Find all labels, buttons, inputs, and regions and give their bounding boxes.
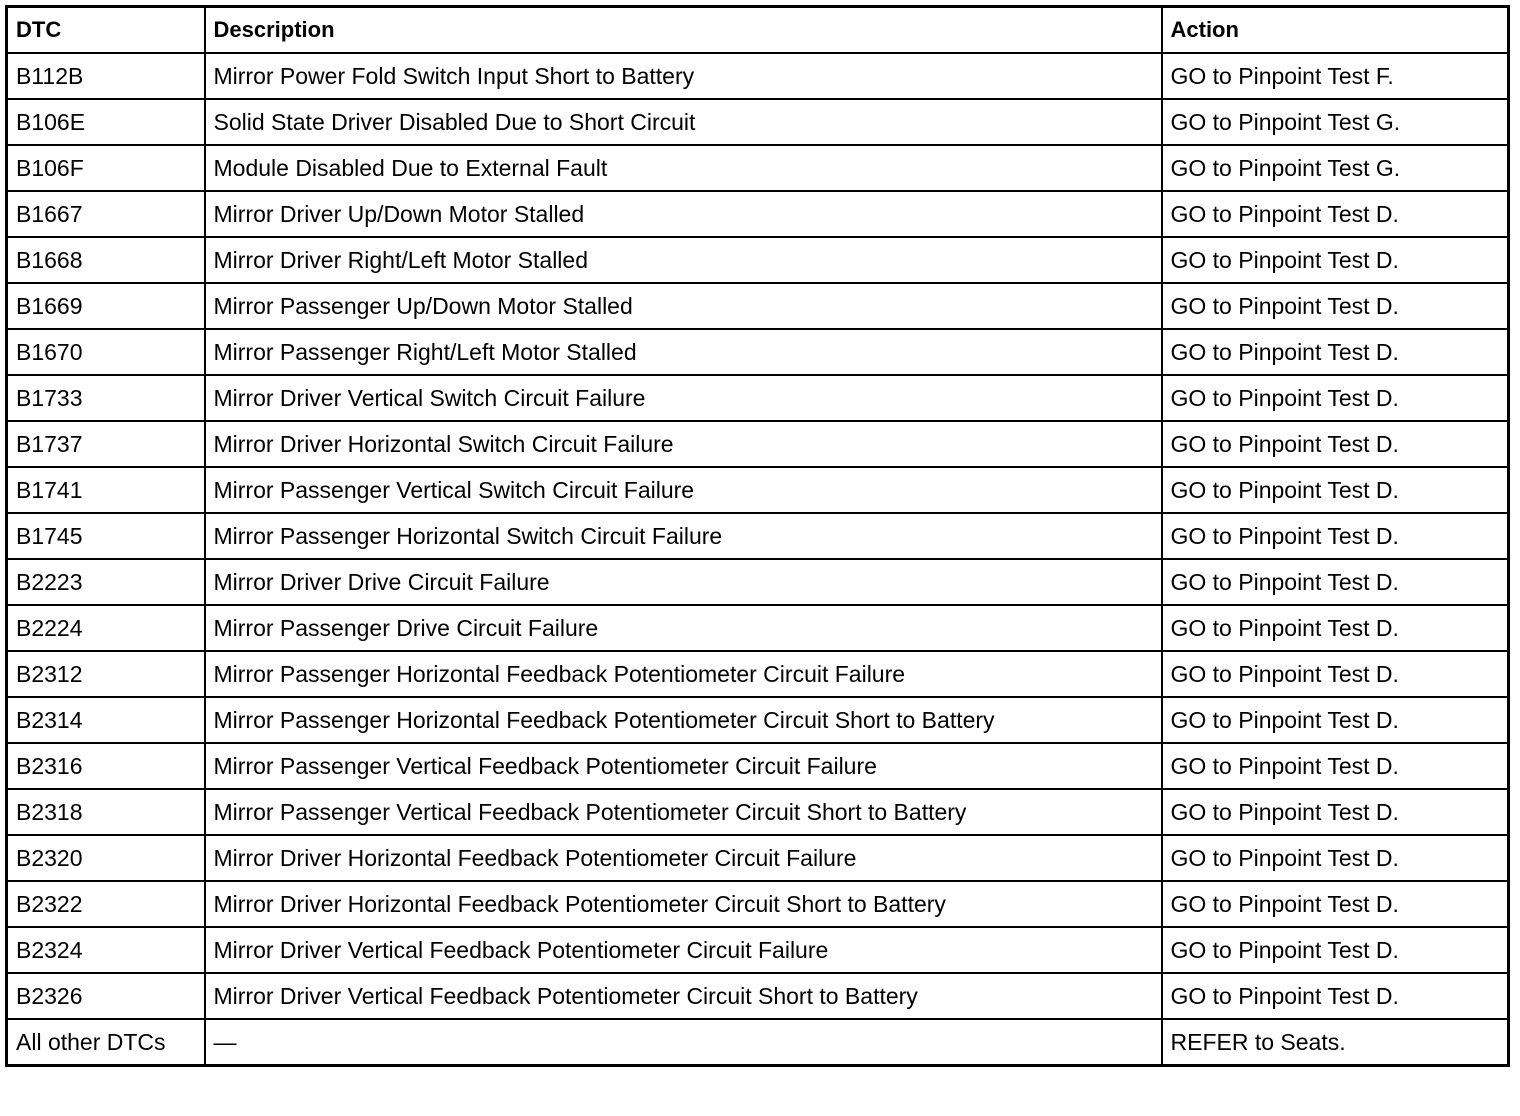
action-cell: GO to Pinpoint Test G.	[1162, 99, 1509, 145]
action-cell: GO to Pinpoint Test D.	[1162, 789, 1509, 835]
dtc-cell: B2320	[7, 835, 205, 881]
description-cell: Mirror Passenger Up/Down Motor Stalled	[205, 283, 1162, 329]
description-cell: Mirror Driver Vertical Switch Circuit Failure	[205, 375, 1162, 421]
action-cell: GO to Pinpoint Test D.	[1162, 329, 1509, 375]
action-cell: GO to Pinpoint Test D.	[1162, 973, 1509, 1019]
dtc-cell: B1667	[7, 191, 205, 237]
description-cell: —	[205, 1019, 1162, 1066]
header-dtc: DTC	[7, 7, 205, 54]
description-cell: Mirror Driver Horizontal Feedback Potentiometer Circuit Failure	[205, 835, 1162, 881]
action-cell: GO to Pinpoint Test D.	[1162, 421, 1509, 467]
action-cell: GO to Pinpoint Test D.	[1162, 697, 1509, 743]
action-cell: GO to Pinpoint Test D.	[1162, 559, 1509, 605]
action-cell: GO to Pinpoint Test D.	[1162, 467, 1509, 513]
table-row	[7, 283, 1509, 329]
dtc-cell: B2316	[7, 743, 205, 789]
table-row	[7, 1019, 1509, 1066]
table-row	[7, 973, 1509, 1019]
action-cell: GO to Pinpoint Test D.	[1162, 605, 1509, 651]
description-cell: Mirror Driver Right/Left Motor Stalled	[205, 237, 1162, 283]
action-cell: GO to Pinpoint Test D.	[1162, 191, 1509, 237]
description-cell: Mirror Passenger Vertical Switch Circuit Failure	[205, 467, 1162, 513]
description-cell: Module Disabled Due to External Fault	[205, 145, 1162, 191]
dtc-cell: B1670	[7, 329, 205, 375]
action-cell: GO to Pinpoint Test D.	[1162, 881, 1509, 927]
table-row	[7, 605, 1509, 651]
dtc-cell: B1733	[7, 375, 205, 421]
description-cell: Mirror Driver Vertical Feedback Potentiometer Circuit Failure	[205, 927, 1162, 973]
table-row	[7, 559, 1509, 605]
table-row	[7, 99, 1509, 145]
description-cell: Mirror Passenger Horizontal Feedback Potentiometer Circuit Failure	[205, 651, 1162, 697]
description-cell: Mirror Passenger Horizontal Feedback Potentiometer Circuit Short to Battery	[205, 697, 1162, 743]
dtc-cell: B2223	[7, 559, 205, 605]
dtc-cell: B2326	[7, 973, 205, 1019]
table-row	[7, 651, 1509, 697]
description-cell: Mirror Passenger Drive Circuit Failure	[205, 605, 1162, 651]
table-row	[7, 53, 1509, 99]
dtc-cell: B1668	[7, 237, 205, 283]
table-row	[7, 743, 1509, 789]
action-cell: GO to Pinpoint Test D.	[1162, 927, 1509, 973]
dtc-cell: B2224	[7, 605, 205, 651]
table-row	[7, 237, 1509, 283]
table-row	[7, 145, 1509, 191]
table-row	[7, 375, 1509, 421]
table-row	[7, 513, 1509, 559]
dtc-cell: B2314	[7, 697, 205, 743]
action-cell: GO to Pinpoint Test D.	[1162, 237, 1509, 283]
description-cell: Mirror Driver Up/Down Motor Stalled	[205, 191, 1162, 237]
table-row	[7, 191, 1509, 237]
action-cell: GO to Pinpoint Test D.	[1162, 651, 1509, 697]
dtc-cell: B2324	[7, 927, 205, 973]
table-row	[7, 927, 1509, 973]
description-cell: Mirror Power Fold Switch Input Short to Battery	[205, 53, 1162, 99]
table-row	[7, 697, 1509, 743]
action-cell: GO to Pinpoint Test D.	[1162, 513, 1509, 559]
header-action: Action	[1162, 7, 1509, 54]
dtc-cell: B1745	[7, 513, 205, 559]
description-cell: Mirror Driver Horizontal Switch Circuit Failure	[205, 421, 1162, 467]
dtc-cell: B106E	[7, 99, 205, 145]
table-row	[7, 421, 1509, 467]
description-cell: Mirror Passenger Right/Left Motor Stalled	[205, 329, 1162, 375]
dtc-cell: B2322	[7, 881, 205, 927]
table-row	[7, 329, 1509, 375]
dtc-cell: B106F	[7, 145, 205, 191]
action-cell: GO to Pinpoint Test D.	[1162, 283, 1509, 329]
description-cell: Mirror Driver Vertical Feedback Potentiometer Circuit Short to Battery	[205, 973, 1162, 1019]
action-cell: GO to Pinpoint Test G.	[1162, 145, 1509, 191]
action-cell: GO to Pinpoint Test F.	[1162, 53, 1509, 99]
dtc-cell: B2318	[7, 789, 205, 835]
description-cell: Mirror Passenger Vertical Feedback Potentiometer Circuit Short to Battery	[205, 789, 1162, 835]
table-row	[7, 881, 1509, 927]
description-cell: Mirror Driver Horizontal Feedback Potentiometer Circuit Short to Battery	[205, 881, 1162, 927]
dtc-table	[5, 5, 1510, 1067]
dtc-cell: B1669	[7, 283, 205, 329]
dtc-cell: B112B	[7, 53, 205, 99]
description-cell: Mirror Driver Drive Circuit Failure	[205, 559, 1162, 605]
description-cell: Mirror Passenger Horizontal Switch Circuit Failure	[205, 513, 1162, 559]
dtc-cell: B2312	[7, 651, 205, 697]
header-description: Description	[205, 7, 1162, 54]
table-header-row	[7, 7, 1509, 54]
dtc-cell: B1737	[7, 421, 205, 467]
table-row	[7, 467, 1509, 513]
description-cell: Mirror Passenger Vertical Feedback Potentiometer Circuit Failure	[205, 743, 1162, 789]
table-row	[7, 835, 1509, 881]
action-cell: GO to Pinpoint Test D.	[1162, 375, 1509, 421]
action-cell: GO to Pinpoint Test D.	[1162, 835, 1509, 881]
action-cell: GO to Pinpoint Test D.	[1162, 743, 1509, 789]
table-row	[7, 789, 1509, 835]
dtc-cell: B1741	[7, 467, 205, 513]
description-cell: Solid State Driver Disabled Due to Short Circuit	[205, 99, 1162, 145]
action-cell: REFER to Seats.	[1162, 1019, 1509, 1066]
dtc-cell: All other DTCs	[7, 1019, 205, 1066]
